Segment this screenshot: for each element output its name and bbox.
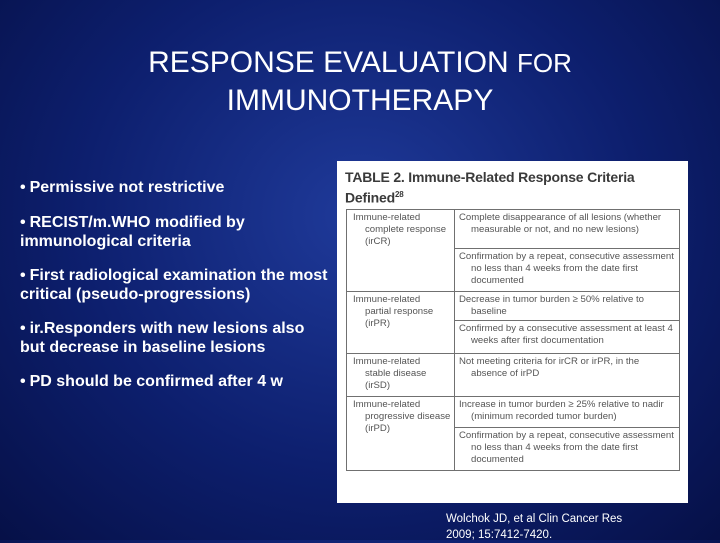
- title-text-small: FOR: [517, 48, 572, 78]
- bullet-marker: •: [20, 267, 26, 284]
- criteria-table: [346, 209, 680, 471]
- definition-line: baseline: [471, 306, 507, 317]
- bullet-text: ir.Responders with new lesions also but decrease in baseline lesions: [20, 320, 305, 356]
- category-line: Immune-related: [353, 212, 421, 223]
- category-line: progressive disease: [365, 411, 451, 422]
- definition-line: Complete disappearance of all lesions (whether: [459, 212, 662, 223]
- bullet-item: [20, 178, 330, 197]
- bullet-item: [20, 372, 330, 391]
- definition-line: (minimum recorded tumor burden): [471, 411, 617, 422]
- definition-line: measurable or not, and no new lesions): [471, 224, 639, 235]
- table-row: [347, 397, 680, 428]
- bullet-text: First radiological examination the most critical (pseudo-progressions): [20, 267, 328, 303]
- category-cell: [347, 397, 455, 471]
- citation-line: Wolchok JD, et al Clin Cancer Res: [446, 513, 623, 525]
- definition-line: Confirmation by a repeat, consecutive assessment: [459, 430, 674, 441]
- bullet-text: RECIST/m.WHO modified by immunological criteria: [20, 214, 245, 250]
- table-title-main: Immune-Related Response Criteria: [404, 169, 635, 185]
- bullet-marker: •: [20, 320, 26, 337]
- definition-cell: [455, 210, 680, 249]
- definition-cell: [455, 321, 680, 354]
- title-line-2: IMMUNOTHERAPY: [226, 84, 494, 117]
- bullet-marker: •: [20, 214, 26, 231]
- definition-cell: [455, 249, 680, 292]
- criteria-table-figure: [337, 161, 688, 503]
- table-row: [347, 210, 680, 249]
- table-title-line-2: Defined: [345, 189, 395, 206]
- definition-line: Decrease in tumor burden ≥ 50% relative to: [459, 294, 644, 305]
- bullet-text: PD should be confirmed after 4 w: [29, 373, 283, 390]
- definition-line: weeks after first documentation: [471, 335, 604, 346]
- bullet-marker: •: [20, 373, 26, 390]
- citation: [446, 511, 716, 543]
- category-line: Immune-related: [353, 399, 421, 410]
- table-title: [345, 169, 679, 209]
- category-line: Immune-related: [353, 294, 421, 305]
- category-line: (irPD): [365, 423, 391, 434]
- definition-line: documented: [471, 454, 524, 465]
- bullet-list: [20, 178, 330, 413]
- bullet-item: [20, 319, 330, 357]
- citation-line: 2009; 15:7412-7420.: [446, 529, 553, 541]
- category-line: stable disease: [365, 368, 427, 379]
- definition-line: Confirmed by a consecutive assessment at least 4: [459, 323, 673, 334]
- category-line: partial response: [365, 306, 434, 317]
- definition-cell: [455, 292, 680, 321]
- category-line: complete response: [365, 224, 447, 235]
- slide-title: [60, 44, 660, 120]
- definition-line: no less than 4 weeks from the date first: [471, 263, 638, 274]
- bullet-marker: •: [20, 179, 26, 196]
- category-line: Immune-related: [353, 356, 421, 367]
- definition-cell: [455, 428, 680, 471]
- category-cell: [347, 292, 455, 354]
- definition-cell: [455, 397, 680, 428]
- definition-cell: [455, 354, 680, 397]
- category-cell: [347, 354, 455, 397]
- bullet-item: [20, 266, 330, 304]
- table-row: [347, 354, 680, 397]
- bullet-item: [20, 213, 330, 251]
- table-number: TABLE 2.: [345, 169, 405, 185]
- category-line: (irPR): [365, 318, 391, 329]
- table-reference-superscript: 28: [394, 190, 404, 199]
- title-text-main: RESPONSE EVALUATION: [148, 46, 518, 79]
- definition-line: Increase in tumor burden ≥ 25% relative to nadir: [459, 399, 664, 410]
- category-line: (irSD): [365, 380, 391, 391]
- definition-line: absence of irPD: [471, 368, 540, 379]
- definition-line: Confirmation by a repeat, consecutive assessment: [459, 251, 674, 262]
- bullet-text: Permissive not restrictive: [29, 179, 225, 196]
- table-row: [347, 292, 680, 321]
- definition-line: Not meeting criteria for irCR or irPR, in the: [459, 356, 640, 367]
- category-line: (irCR): [365, 236, 391, 247]
- definition-line: documented: [471, 275, 524, 286]
- definition-line: no less than 4 weeks from the date first: [471, 442, 638, 453]
- category-cell: [347, 210, 455, 292]
- title-line-1: [60, 44, 660, 82]
